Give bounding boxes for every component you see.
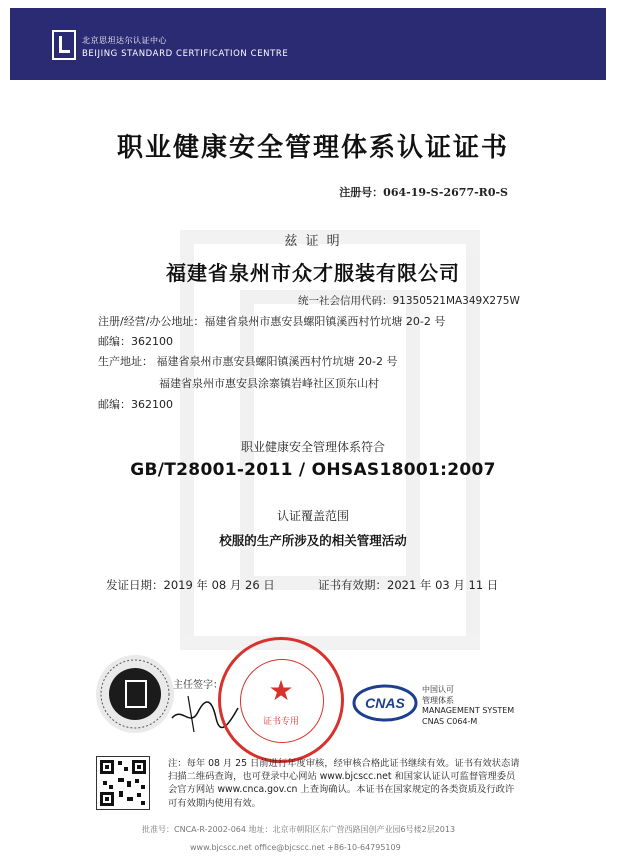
registered-address: 注册/经营/办公地址：福建省泉州市惠安县螺阳镇溪西村竹坑塘 20-2 号 [98, 315, 446, 328]
standard-reference: GB/T28001-2011 / OHSAS18001:2007 [130, 460, 496, 480]
validity-note: 注：每年 08 月 25 日前进行年度审核，经审核合格此证书继续有效。证书有效状态请扫描二维码查询，也可登录中心网站 www.bjcscc.net 和国家认证认可监督管理委员会官方网站 www.cnca.gov.cn 上查询确认。本证书在国家规定的各类资质及行政许可有效期内使用有效。 [168, 758, 520, 809]
registration-number: 注册号：064-19-S-2677-R0-S [339, 186, 508, 199]
postcode-1: 邮编：362100 [98, 335, 173, 348]
seal-logo-icon [125, 680, 147, 708]
official-red-seal [218, 637, 344, 763]
footer-approval: 批准号：CNCA-R-2002-064 地址：北京市朝阳区东广营西路国创产业园6号楼2层2013 [142, 825, 456, 834]
footer-contact: www.bjcscc.net office@bjcscc.net +86-10-64795109 [190, 843, 401, 852]
conformity-text: 职业健康安全管理体系符合 [240, 440, 385, 454]
certificate-title: 职业健康安全管理体系认证证书 [116, 133, 509, 163]
center-logo-icon [52, 30, 76, 60]
cnas-line-3: MANAGEMENT SYSTEM [422, 706, 515, 715]
production-address-2: 福建省泉州市惠安县涂寨镇岩峰社区顶东山村 [159, 377, 379, 390]
valid-until: 证书有效期：2021 年 03 月 11 日 [318, 578, 499, 592]
production-address-1: 生产地址： 福建省泉州市惠安县螺阳镇溪西村竹坑塘 20-2 号 [98, 355, 398, 368]
credit-code: 统一社会信用代码：91350521MA349X275W [298, 295, 520, 307]
verification-qr-code-icon[interactable] [96, 756, 150, 810]
signatory-label: 主任签字： [173, 680, 223, 691]
cnas-line-4: CNAS C064-M [422, 717, 478, 726]
org-name-en: BEIJING STANDARD CERTIFICATION CENTRE [82, 49, 289, 59]
scope-label: 认证覆盖范围 [276, 509, 349, 523]
cnas-line-2: 管理体系 [422, 696, 454, 705]
org-name-cn: 北京思坦达尔认证中心 [82, 36, 167, 45]
header-banner [10, 8, 606, 80]
svg-text:CNAS: CNAS [365, 695, 405, 711]
center-round-seal [96, 655, 174, 733]
certify-text: 兹 证 明 [284, 234, 342, 249]
company-name: 福建省泉州市众才服装有限公司 [166, 261, 460, 285]
certification-scope: 校服的生产所涉及的相关管理活动 [219, 533, 407, 548]
cnas-line-1: 中国认可 [422, 685, 454, 694]
postcode-2: 邮编：362100 [98, 398, 173, 411]
cnas-logo-icon [352, 683, 418, 723]
seal-star-icon: ★ [268, 674, 294, 707]
issue-date: 发证日期：2019 年 08 月 26 日 [106, 578, 275, 592]
seal-center-text: 证书专用 [262, 717, 299, 727]
